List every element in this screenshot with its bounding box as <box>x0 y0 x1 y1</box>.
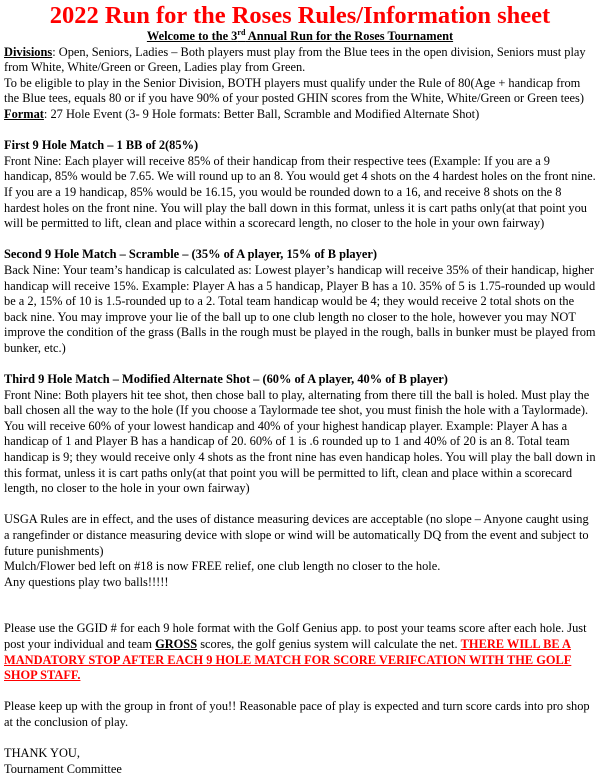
page-subtitle <box>4 29 596 45</box>
divisions-label: Divisions <box>4 44 53 59</box>
format-label: Format <box>4 106 44 121</box>
rules-sheet <box>0 2 600 776</box>
spacer <box>4 123 596 139</box>
spacer <box>4 590 596 621</box>
gross-emphasis: GROSS <box>155 636 198 651</box>
subtitle-suffix: Annual Run for the Roses Tournament <box>245 29 454 43</box>
spacer <box>4 731 596 747</box>
scoring-paragraph <box>4 621 596 683</box>
scoring-text-1: Please use the GGID # for each 9 hole format with the Golf Genius app. to post your teams score after each hole. Just post your individual and team <box>4 621 587 651</box>
divisions-text: : Open, Seniors, Ladies – Both players must play from the Blue tees in the open division, Seniors must play from White, White/Green or Green, Ladies play from Green. <box>4 44 586 75</box>
match3-body: Front Nine: Both players hit tee shot, then chose ball to play, alternating from there till the ball is holed. Must play the ball chosen all the way to the hole (If you choose a Taylormade tee shot, you must finish the hole with a Taylormade). You will receive 60% of your lowest handicap and 40% of your highest handicap player. Example: Player A has a handicap of 1 and Player B has a handicap of 20. 60% of 1 is .6 rounded up to 1 and 40% of 20 is an 8. Total team handicap is 9; they would receive only 4 shots as the front nine has even handicap holes. You will play the ball down in this format, unless it is cart paths only(at that point you will be permitted to lift, clean and place within a scorecard length, no closer to the hole in your own fairway) <box>4 387 596 496</box>
format-text: : 27 Hole Event (3- 9 Hole formats: Better Ball, Scramble and Modified Alternate Shot) <box>43 106 480 121</box>
senior-eligibility-paragraph: To be eligible to play in the Senior Division, BOTH players must qualify under the Rule of 80(Age + handicap from the Blue tees, equals 80 or if you have 90% of your posted GHIN scores from the White, White/Green or Green tees) <box>4 75 585 106</box>
usga-paragraph: USGA Rules are in effect, and the uses of distance measuring devices are acceptable (no slope – Anyone caught using a rangefinder or distance measuring device with slope or wind will be automatically DQ from the event and subject to future punishments) <box>4 512 589 558</box>
match1-heading: First 9 Hole Match – 1 BB of 2(85%) <box>4 138 199 153</box>
subtitle-prefix: Welcome to the 3 <box>146 29 238 43</box>
page-title: 2022 Run for the Roses Rules/Information sheet <box>49 2 551 29</box>
scoring-text-2: scores, the golf genius system will calculate the net. <box>197 636 461 651</box>
spacer <box>4 232 596 248</box>
format-paragraph <box>4 107 596 123</box>
spacer <box>4 684 596 700</box>
match2-body: Back Nine: Your team’s handicap is calculated as: Lowest player’s handicap will receive 35% of their handicap, higher handicap will receive 15%. Example: Player A has a 5 handicap, Player B has a 10. 35% of 5 is 1.75-rounded up would be a 2, 15% of 10 is 1.5-rounded up to a 2. Total team handicap would be 4; they would receive 2 total shots on the back nine. You may improve your lie of the ball up to one club length no closer to the hole, however you may NOT improve the condition of the grass (Balls in the rough must be played in the rough, balls in bunker must be played from bunker, etc.) <box>4 262 596 355</box>
spacer <box>4 356 596 372</box>
match3-heading: Third 9 Hole Match – Modified Alternate Shot – (60% of A player, 40% of B player) <box>4 372 448 387</box>
divisions-paragraph <box>4 45 596 76</box>
subtitle-ordinal: rd <box>237 27 246 37</box>
match2-heading: Second 9 Hole Match – Scramble – (35% of A player, 15% of B player) <box>4 247 377 262</box>
questions-paragraph: Any questions play two balls!!!!! <box>4 574 169 589</box>
mandatory-stop-notice: THERE WILL BE A MANDATORY STOP AFTER EACH 9 HOLE MATCH FOR SCORE VERIFCATION WITH THE GOLF SHOP STAFF. <box>4 636 572 683</box>
pace-paragraph: Please keep up with the group in front of you!! Reasonable pace of play is expected and turn score cards into pro shop at the conclusion of play. <box>4 699 590 729</box>
closing-signature: Tournament Committee <box>4 761 122 776</box>
closing-thanks: THANK YOU, <box>4 746 80 761</box>
match1-body: Front Nine: Each player will receive 85% of their handicap from their respective tees (Example: If you are a 9 handicap, 85% would be 7.65. We will round up to an 8. You would get 4 shots on the 4 hardest holes on the front nine. If you are a 19 handicap, 85% would be 16.15, you would be rounded down to a 16, and receive 8 shots on the 8 hardest holes on the front nine. You will play the ball down in this format, unless it is cart paths only(at that point you will be permitted to lift, clean and place within a scorecard length, no closer to the hole in your own fairway) <box>4 153 596 231</box>
spacer <box>4 497 596 513</box>
mulch-paragraph: Mulch/Flower bed left on #18 is now FREE relief, one club length no closer to the hole. <box>4 559 441 574</box>
